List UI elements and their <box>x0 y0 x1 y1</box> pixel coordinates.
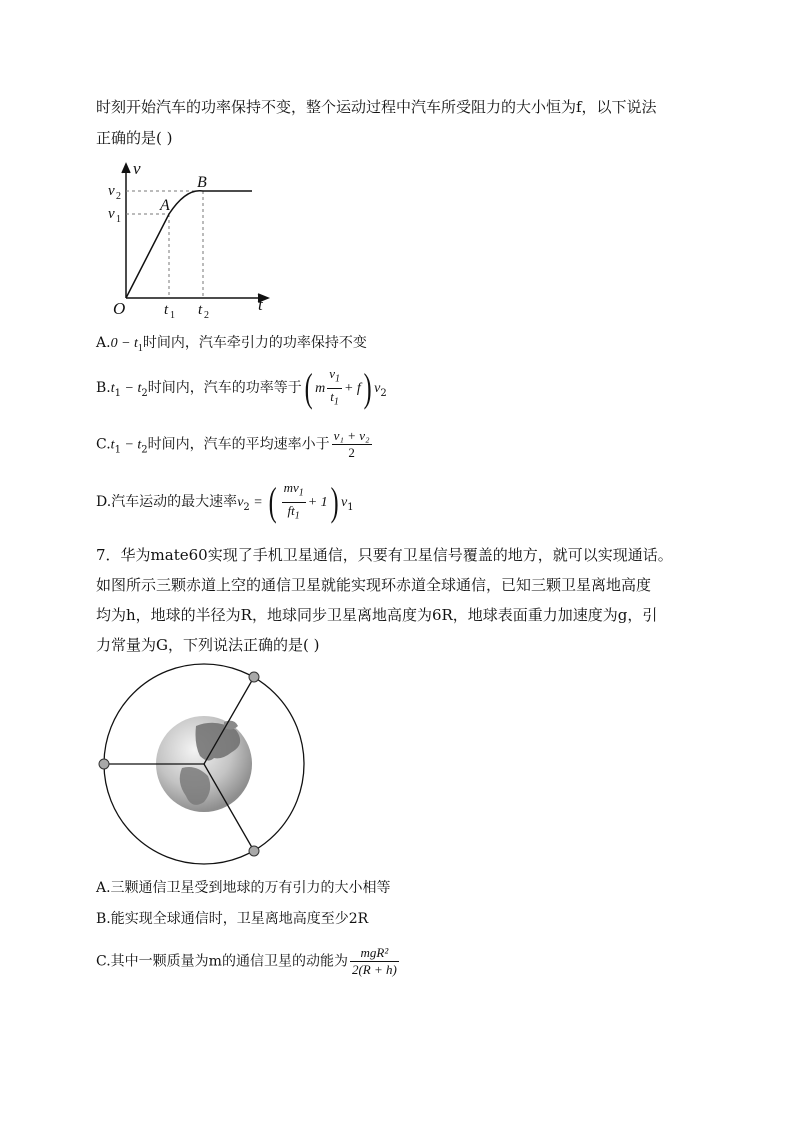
velocity-time-graph <box>100 158 280 320</box>
question-7-line-3: 均为h，地球的半径为R，地球同步卫星离地高度为6R，地球表面重力加速度为g，引 <box>96 606 658 624</box>
v2-label: v <box>108 183 115 199</box>
fraction-kinetic-energy: $\frac{\text{mgR²}}{2(R + h)}$ <box>351 945 397 977</box>
v-axis-label: v <box>133 159 141 178</box>
question-intro-line-2: 正确的是( ) <box>96 129 173 147</box>
satellite-top <box>249 672 259 682</box>
option-7b[interactable]: B.能实现全球通信时，卫星离地高度至少2R <box>96 911 369 927</box>
option-7c[interactable]: C.其中一颗质量为m的通信卫星的动能为 $\frac{\text{mgR²}}{2(R + h)}$ <box>96 945 397 977</box>
option-6b[interactable]: $B.t_1 - t_2$时间内，汽车的功率等于( m $\frac{v_1}{t_1}$ + f) $v_2$ <box>96 365 387 411</box>
fraction-mv1-over-ft1: $\frac{mv_1}{ft_1}$ <box>283 480 304 522</box>
v1-sub: 1 <box>116 214 121 225</box>
fraction-v1-over-t1: $\frac{v_1}{t_1}$ <box>329 366 340 408</box>
fraction-average-speed: $\frac{\text{v₁ + v₂}}{2}$ <box>333 428 370 460</box>
point-b-label: B <box>197 174 207 191</box>
option-6c[interactable]: $C.t_1 - t_2$时间内，汽车的平均速率小于 $\frac{\text{v₁ + v₂}}{2}$ <box>96 428 370 460</box>
origin-label: O <box>113 299 126 318</box>
question-7-line-1: 7．华为mate60实现了手机卫星通信，只要有卫星信号覆盖的地方，就可以实现通话。 <box>96 546 673 564</box>
question-7-line-2: 如图所示三颗赤道上空的通信卫星就能实现环赤道全球通信，已知三颗卫星离地高度 <box>96 576 652 594</box>
t-axis-label: t <box>258 295 263 314</box>
question-intro-line-1: 时刻开始汽车的功率保持不变，整个运动过程中汽车所受阻力的大小恒为f，以下说法 <box>96 98 657 116</box>
option-6a[interactable]: $A.0 - t_1$时间内，汽车牵引力的功率保持不变 <box>96 335 367 354</box>
point-a-label: A <box>160 197 170 214</box>
velocity-curve <box>126 191 252 298</box>
satellite-bottom <box>249 846 259 856</box>
t1-sub: 1 <box>170 310 175 320</box>
t2-sub: 2 <box>204 310 209 320</box>
option-6d[interactable]: D.汽车运动的最大速率$v_2$ = ( $\frac{mv_1}{ft_1}$ + 1) $v_1$ <box>96 479 354 525</box>
question-7-line-4: 力常量为G，下列说法正确的是( ) <box>96 636 320 654</box>
graph-axes <box>122 164 268 302</box>
v1-label: v <box>108 206 115 222</box>
t2-label: t <box>198 302 203 318</box>
v2-sub: 2 <box>116 191 121 202</box>
t1-label: t <box>164 302 169 318</box>
satellite-orbit-diagram <box>96 660 316 865</box>
satellite-left <box>99 759 109 769</box>
v-axis-arrow <box>122 164 130 173</box>
option-7a[interactable]: A.三颗通信卫星受到地球的万有引力的大小相等 <box>96 880 391 896</box>
